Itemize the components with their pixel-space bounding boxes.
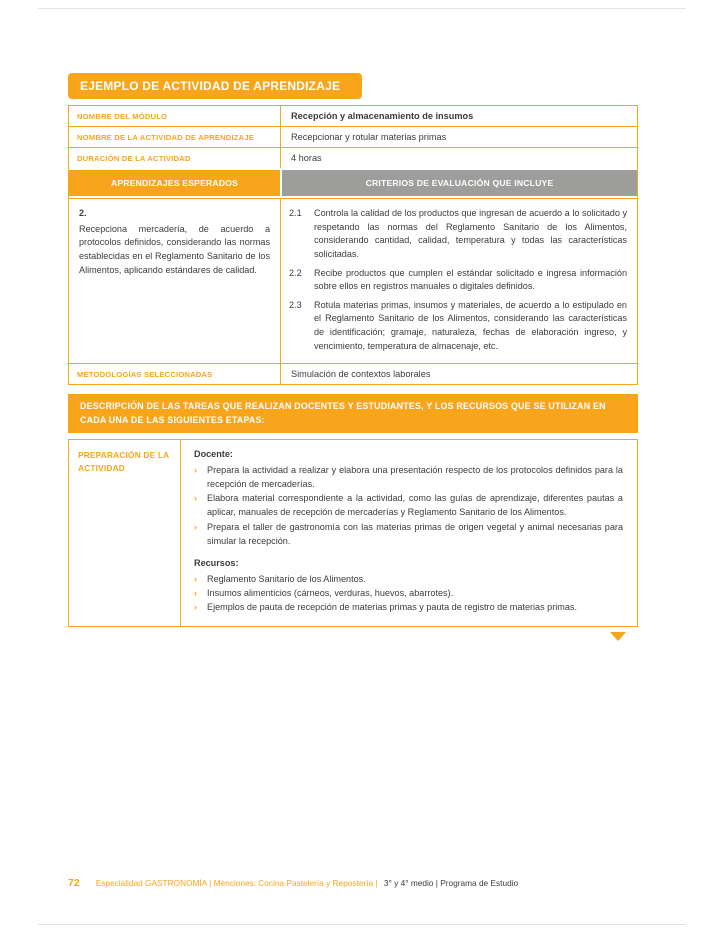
bullet-icon: ›	[194, 465, 198, 476]
recursos-item-text: Ejemplos de pauta de recepción de materias primas y pauta de registro de materias primas.	[207, 601, 577, 612]
bullet-icon: ›	[194, 601, 198, 612]
list-item	[194, 586, 623, 600]
list-item	[194, 600, 623, 614]
footer-breadcrumb-orange: Especialidad GASTRONOMÍA | Menciones: Cocina Pastelería y Repostería |	[95, 878, 378, 888]
activity-table	[68, 105, 638, 385]
criterion-number: 2.3	[289, 299, 302, 310]
page-top-edge	[38, 8, 686, 9]
criterion-text: Recibe productos que cumplen el estándar solicitado e ingresa información sobre ellos en registros manuales o digitales definidos.	[314, 267, 627, 292]
criterion-text: Rotula materias primas, insumos y materiales, de acuerdo a lo estipulado en el Reglamento Sanitario de los Alimentos, considerando las características de identificación; gramaje, naturaleza, fechas de elaboración ingreso, y vencimiento, temperatura de almacenaje, etc.	[314, 299, 627, 351]
duration-value: 4 horas	[291, 153, 322, 163]
footer-breadcrumb	[96, 878, 518, 888]
recursos-item-text: Insumos alimenticios (cárneos, verduras, huevos, abarrotes).	[207, 587, 454, 598]
duration-label: DURACIÓN DE LA ACTIVIDAD	[69, 148, 281, 168]
list-item	[194, 491, 623, 519]
docente-item-text: Prepara el taller de gastronomía con las materias primas de origen vegetal y animal necesarias para simular la recepción.	[207, 521, 623, 546]
methodology-row	[69, 364, 637, 384]
expected-learning-header: APRENDIZAJES ESPERADOS	[69, 170, 280, 196]
activity-name-value: Recepcionar y rotular materias primas	[291, 132, 447, 142]
activity-name-label: NOMBRE DE LA ACTIVIDAD DE APRENDIZAJE	[69, 127, 281, 147]
criterion-text: Controla la calidad de los productos que ingresan de acuerdo a lo solicitado y respetando las normas del Reglamento Sanitario de los Alimentos, considerando cantidad, calidad, temperatura y todas las características solicitadas.	[314, 208, 627, 259]
criterion-item	[289, 207, 627, 262]
bullet-icon: ›	[194, 587, 198, 598]
module-name-row	[69, 106, 637, 127]
list-item	[194, 572, 623, 586]
tasks-description-banner: DESCRIPCIÓN DE LAS TAREAS QUE REALIZAN DOCENTES Y ESTUDIANTES, Y LOS RECURSOS QUE SE UTILIZAN EN CADA UNA DE LAS SIGUIENTES ETAPAS:	[68, 394, 638, 433]
bullet-icon: ›	[194, 521, 198, 532]
learning-header-row	[69, 170, 637, 196]
bullet-icon: ›	[194, 493, 198, 504]
recursos-item-text: Reglamento Sanitario de los Alimentos.	[207, 573, 366, 584]
list-item	[194, 463, 623, 491]
page-number: 72	[68, 877, 80, 889]
page-bottom-edge	[38, 924, 686, 925]
criterion-item	[289, 267, 627, 294]
module-name-value: Recepción y almacenamiento de insumos	[291, 111, 474, 121]
section-title-tab	[68, 73, 362, 99]
list-item	[194, 520, 623, 548]
evaluation-criteria-cell	[281, 199, 637, 363]
evaluation-criteria-header: CRITERIOS DE EVALUACIÓN QUE INCLUYE	[282, 170, 637, 196]
methodology-label: METODOLOGÍAS SELECCIONADAS	[69, 364, 281, 384]
expected-learning-number: 2.	[79, 208, 87, 218]
page-footer	[68, 877, 670, 889]
docente-heading: Docente:	[194, 449, 233, 460]
section-title: EJEMPLO DE ACTIVIDAD DE APRENDIZAJE	[80, 79, 341, 93]
criterion-item	[289, 299, 627, 354]
module-name-label: NOMBRE DEL MÓDULO	[69, 106, 281, 126]
preparation-section	[68, 439, 638, 627]
continue-triangle-icon	[610, 632, 626, 641]
docente-item-text: Prepara la actividad a realizar y elabora una presentación respecto de los protocolos definidos para la recepción de mercaderías.	[207, 465, 623, 490]
footer-breadcrumb-dark: 3° y 4° medio | Programa de Estudio	[383, 878, 519, 888]
criterion-number: 2.2	[289, 267, 302, 278]
activity-name-row	[69, 127, 637, 148]
continuation-row	[68, 627, 638, 641]
bullet-icon: ›	[194, 573, 198, 584]
criterion-number: 2.1	[289, 208, 302, 218]
expected-learning-text: Recepciona mercadería, de acuerdo a protocolos definidos, considerando las normas establecidas en el Reglamento Sanitario de los Alimentos, aplicando estándares de calidad.	[79, 223, 270, 275]
methodology-value: Simulación de contextos laborales	[291, 369, 431, 380]
docente-item-text: Elabora material correspondiente a la actividad, como las guías de aprendizaje, diferentes pautas a aplicar, manuales de recepción de mercaderías y Reglamento Sanitario de los Alimentos.	[207, 493, 623, 518]
preparation-content	[181, 440, 637, 626]
recursos-heading: Recursos:	[194, 557, 239, 568]
expected-learning-cell	[69, 199, 281, 363]
preparation-label: PREPARACIÓN DE LA ACTIVIDAD	[69, 440, 181, 626]
learning-content-row	[69, 198, 637, 364]
activity-example-section	[68, 73, 638, 641]
duration-row	[69, 148, 637, 168]
